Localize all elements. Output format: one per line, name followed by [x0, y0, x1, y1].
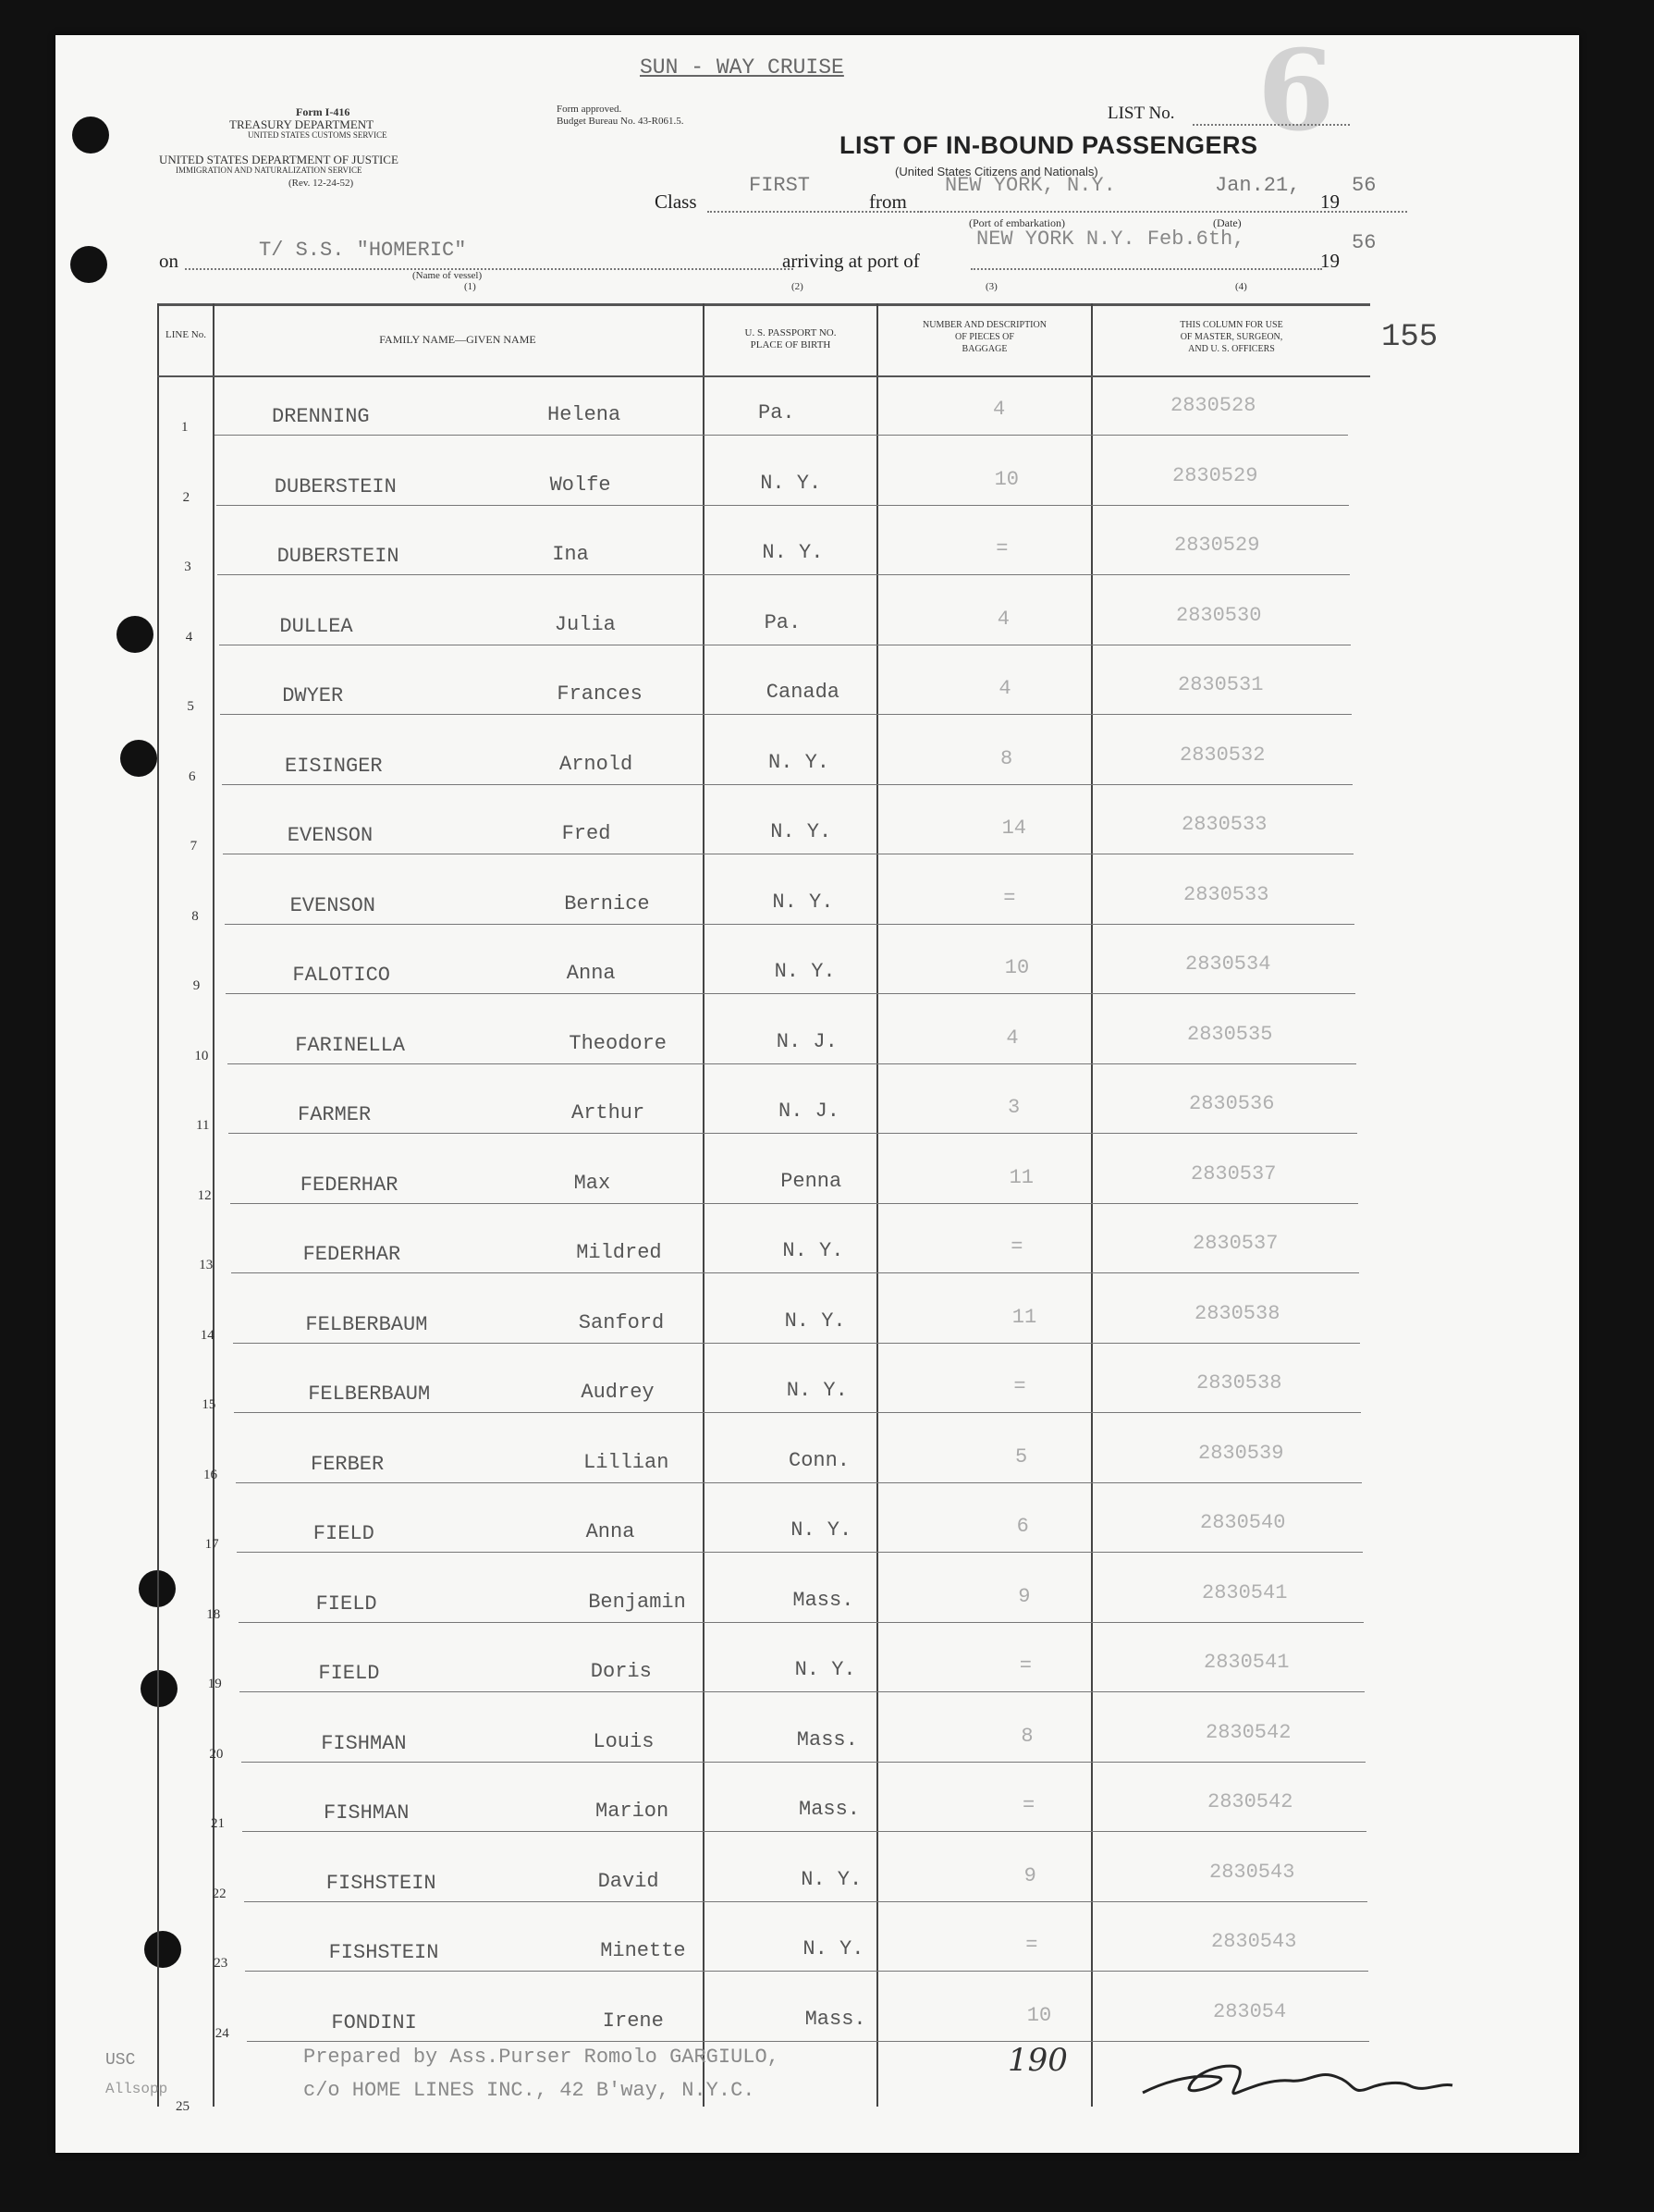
- line-number: 18: [206, 1606, 221, 1622]
- given-name: Julia: [554, 612, 616, 636]
- baggage-count: =: [996, 537, 1009, 560]
- family-name: EVENSON: [289, 893, 376, 917]
- customs-service: UNITED STATES CUSTOMS SERVICE: [248, 130, 387, 140]
- line-number: 19: [207, 1677, 222, 1691]
- baggage-count: 9: [1018, 1584, 1031, 1608]
- family-name: FISHSTEIN: [328, 1941, 439, 1964]
- place-of-birth: N. Y.: [782, 1239, 844, 1262]
- from-label: from: [869, 190, 907, 213]
- place-of-birth: Mass.: [796, 1727, 858, 1751]
- form-approved: Form approved.: [557, 104, 622, 115]
- officer-number: 2830532: [1180, 743, 1266, 767]
- signature-image: [1133, 2042, 1522, 2116]
- baggage-count: =: [1019, 1654, 1032, 1677]
- officer-number: 2830528: [1170, 394, 1256, 417]
- given-name: Helena: [547, 403, 621, 426]
- cruise-name: SUN - WAY CRUISE: [640, 55, 844, 80]
- place-of-birth: N. Y.: [790, 1518, 852, 1542]
- treasury-dept: TREASURY DEPARTMENT: [229, 117, 374, 131]
- col-header-officers-3: AND U. S. OFFICERS: [1188, 344, 1275, 354]
- officer-number: 2830541: [1202, 1580, 1288, 1604]
- row-rule: [228, 1133, 1357, 1134]
- list-number: 6: [1257, 35, 1335, 156]
- line-number: 6: [189, 768, 196, 784]
- line-number: 23: [214, 1956, 228, 1971]
- arriving-label: arriving at port of: [782, 250, 920, 272]
- revision: (Rev. 12-24-52): [288, 178, 354, 189]
- baggage-count: 8: [1021, 1724, 1034, 1748]
- line-number: 4: [185, 629, 193, 645]
- baggage-count: 14: [1001, 817, 1026, 840]
- officer-number: 2830537: [1193, 1232, 1279, 1255]
- given-name: Arnold: [559, 752, 633, 776]
- row-rule: [227, 1063, 1357, 1064]
- table-top-rule: [157, 303, 1370, 306]
- line-number: 14: [200, 1327, 214, 1343]
- officer-number: 2830539: [1198, 1441, 1284, 1465]
- family-name: FEDERHAR: [302, 1243, 401, 1266]
- given-name: Ina: [552, 543, 589, 566]
- margin-note-1: USC: [105, 2051, 136, 2070]
- list-no-line: [1193, 124, 1350, 126]
- given-name: David: [597, 1869, 659, 1893]
- place-of-birth: Penna: [780, 1169, 842, 1193]
- given-name: Irene: [602, 2009, 664, 2033]
- family-name: DUBERSTEIN: [274, 474, 397, 498]
- place-of-birth: N. Y.: [802, 1937, 864, 1960]
- col-header-name: FAMILY NAME—GIVEN NAME: [379, 333, 536, 346]
- given-name: Anna: [566, 962, 616, 985]
- officer-number: 2830543: [1209, 1860, 1295, 1884]
- baggage-count: 4: [993, 398, 1006, 421]
- place-of-birth: N. J.: [778, 1100, 840, 1123]
- binder-hole: [141, 1670, 178, 1707]
- family-name: DWYER: [282, 684, 344, 707]
- arrival-value: NEW YORK N.Y. Feb.6th,: [976, 227, 1245, 251]
- line-number: 13: [199, 1258, 214, 1272]
- baggage-count: 10: [1026, 2003, 1052, 2027]
- place-of-birth: N. Y.: [760, 471, 822, 495]
- col3-caption: (3): [986, 281, 998, 292]
- row-rule: [222, 784, 1354, 785]
- officer-number: 2830543: [1211, 1930, 1297, 1953]
- family-name: FIELD: [318, 1662, 380, 1685]
- line-number: 8: [191, 908, 199, 924]
- given-name: Louis: [593, 1729, 655, 1753]
- col4-caption: (4): [1235, 281, 1247, 292]
- line-number: 17: [204, 1537, 219, 1552]
- vessel-caption: (Name of vessel): [412, 270, 483, 281]
- given-name: Anna: [585, 1520, 635, 1543]
- line-number: 10: [194, 1048, 209, 1063]
- given-name: Marion: [595, 1800, 669, 1823]
- line-number: 15: [202, 1397, 216, 1412]
- row-rule: [242, 1831, 1366, 1832]
- place-of-birth: Conn.: [789, 1448, 851, 1472]
- col-header-officers-1: THIS COLUMN FOR USE: [1180, 320, 1283, 330]
- family-name: FARINELLA: [295, 1033, 406, 1057]
- officer-number: 283054: [1213, 1999, 1287, 2023]
- arrival-year-prefix: 19: [1320, 250, 1340, 272]
- list-no-label: LIST No.: [1108, 104, 1175, 123]
- line-number: 16: [203, 1467, 217, 1482]
- prepared-by-line2: c/o HOME LINES INC., 42 B'way, N.Y.C.: [303, 2079, 755, 2102]
- given-name: Lillian: [583, 1450, 669, 1474]
- row-rule: [244, 1901, 1368, 1902]
- officer-number: 2830535: [1187, 1022, 1273, 1046]
- class-value: FIRST: [749, 174, 811, 197]
- baggage-count: 9: [1023, 1863, 1036, 1887]
- baggage-count: 4: [997, 607, 1010, 631]
- place-of-birth: N. Y.: [774, 960, 836, 983]
- line-number: 3: [184, 559, 191, 574]
- baggage-count: 10: [994, 467, 1019, 491]
- place-of-birth: Mass.: [799, 1798, 861, 1821]
- line-number: 9: [192, 978, 201, 993]
- row-rule: [233, 1343, 1361, 1344]
- given-name: Fred: [561, 822, 611, 845]
- row-rule: [220, 714, 1352, 715]
- place-of-birth: Mass.: [792, 1588, 854, 1612]
- baggage-count: =: [1011, 1235, 1023, 1259]
- family-name: FEDERHAR: [300, 1173, 398, 1197]
- date-caption: (Date): [1213, 216, 1242, 229]
- family-name: FONDINI: [331, 2010, 417, 2034]
- col-header-line-no: LINE No.: [165, 329, 206, 340]
- arrival-year-value: 56: [1352, 231, 1377, 254]
- officer-number: 2830536: [1189, 1092, 1275, 1115]
- officer-number: 2830529: [1172, 463, 1258, 487]
- line-number: 22: [212, 1886, 227, 1901]
- officer-number: 2830530: [1176, 603, 1262, 627]
- date-value: Jan.21,: [1215, 174, 1301, 197]
- baggage-count: 8: [1000, 746, 1013, 770]
- place-of-birth: N. Y.: [762, 541, 824, 564]
- row-rule: [231, 1272, 1359, 1273]
- place-of-birth: Pa.: [758, 401, 795, 424]
- family-name: EISINGER: [285, 754, 383, 778]
- baggage-count: 5: [1015, 1444, 1028, 1469]
- col-header-passport-2: PLACE OF BIRTH: [750, 339, 831, 350]
- list-title: LIST OF IN-BOUND PASSENGERS: [839, 131, 1258, 159]
- row-rule: [230, 1203, 1359, 1204]
- col-header-baggage-1: NUMBER AND DESCRIPTION: [923, 320, 1047, 330]
- binder-hole: [120, 740, 157, 777]
- officer-number: 2830531: [1178, 673, 1264, 696]
- line-number: 24: [214, 2025, 229, 2041]
- immigration-service: IMMIGRATION AND NATURALIZATION SERVICE: [176, 166, 362, 175]
- header-bottom-rule: [157, 375, 1370, 377]
- binder-hole: [116, 616, 153, 653]
- place-of-birth: N. Y.: [801, 1867, 863, 1891]
- vessel-value: T/ S.S. "HOMERIC": [259, 239, 467, 262]
- family-name: FISHSTEIN: [325, 1871, 436, 1895]
- list-subtitle: (United States Citizens and Nationals): [895, 165, 1098, 178]
- line-number: 7: [190, 839, 198, 854]
- line-number: 11: [196, 1118, 210, 1133]
- officer-number: 2830542: [1207, 1790, 1293, 1813]
- family-name: FELBERBAUM: [308, 1382, 431, 1406]
- family-name: DULLEA: [279, 614, 353, 638]
- family-name: FISHMAN: [321, 1731, 407, 1755]
- officer-number: 2830538: [1196, 1371, 1282, 1395]
- given-name: Frances: [557, 682, 643, 706]
- col1-caption: (1): [464, 281, 476, 292]
- margin-note-2: Allsopp: [105, 2081, 168, 2097]
- given-name: Wolfe: [549, 473, 611, 497]
- year-prefix: 19: [1320, 190, 1340, 213]
- baggage-count: 4: [999, 677, 1011, 700]
- officer-number: 2830541: [1204, 1651, 1290, 1674]
- budget-bureau: Budget Bureau No. 43-R061.5.: [557, 116, 684, 127]
- row-rule: [241, 1762, 1366, 1763]
- handwritten-number: 190: [1008, 2042, 1068, 2079]
- family-name: DUBERSTEIN: [276, 545, 399, 568]
- col-header-baggage-3: BAGGAGE: [962, 344, 1008, 354]
- vessel-line: [185, 268, 793, 270]
- given-name: Minette: [600, 1939, 686, 1962]
- family-name: FISHMAN: [324, 1801, 410, 1825]
- baggage-count: =: [1023, 1794, 1035, 1817]
- officer-number: 2830540: [1200, 1511, 1286, 1534]
- row-rule: [239, 1691, 1365, 1692]
- on-label: on: [159, 250, 178, 272]
- year-value: 56: [1352, 174, 1377, 197]
- given-name: Mildred: [576, 1241, 662, 1264]
- binder-hole: [70, 246, 107, 283]
- family-name: FERBER: [311, 1452, 385, 1476]
- col2-caption: (2): [791, 281, 803, 292]
- baggage-count: =: [1025, 1934, 1038, 1957]
- given-name: Theodore: [569, 1031, 668, 1055]
- col-header-passport-1: U. S. PASSPORT NO.: [744, 327, 837, 338]
- family-name: FIELD: [312, 1522, 374, 1545]
- line-number: 21: [211, 1816, 225, 1831]
- row-rule: [226, 993, 1355, 994]
- family-name: EVENSON: [287, 824, 374, 847]
- given-name: Max: [573, 1171, 611, 1195]
- family-name: DRENNING: [272, 405, 370, 428]
- given-name: Benjamin: [588, 1590, 686, 1614]
- row-rule: [237, 1552, 1363, 1553]
- row-rule: [225, 924, 1355, 925]
- row-rule: [216, 505, 1350, 506]
- family-name: FALOTICO: [292, 964, 391, 987]
- given-name: Doris: [590, 1660, 652, 1683]
- officer-number: 2830542: [1206, 1720, 1292, 1744]
- place-of-birth: N. Y.: [784, 1309, 846, 1333]
- baggage-count: 11: [1009, 1165, 1034, 1189]
- place-of-birth: N. Y.: [794, 1658, 856, 1681]
- place-of-birth: N. J.: [776, 1029, 838, 1053]
- given-name: Audrey: [581, 1381, 655, 1404]
- arrival-line: [971, 268, 1322, 270]
- baggage-count: 3: [1008, 1096, 1021, 1119]
- baggage-count: 4: [1006, 1026, 1019, 1050]
- place-of-birth: N. Y.: [768, 750, 830, 774]
- place-of-birth: Pa.: [764, 610, 802, 634]
- form-number: Form I-416: [296, 105, 350, 118]
- col-header-baggage-2: OF PIECES OF: [955, 332, 1014, 342]
- line-number: 2: [182, 489, 190, 505]
- line-number: 5: [187, 699, 194, 714]
- row-rule: [214, 435, 1348, 436]
- port-embarkation-caption: (Port of embarkation): [969, 216, 1065, 229]
- given-name: Arthur: [571, 1101, 645, 1124]
- officer-number: 2830533: [1182, 813, 1268, 836]
- table-left-rule: [157, 303, 159, 2107]
- line-number-25: 25: [176, 2099, 190, 2114]
- given-name: Bernice: [564, 891, 650, 916]
- given-name: Sanford: [578, 1310, 665, 1334]
- line-number: 20: [209, 1746, 224, 1762]
- binder-hole: [144, 1931, 181, 1968]
- row-rule: [234, 1412, 1361, 1413]
- place-of-birth: N. Y.: [772, 890, 834, 914]
- officer-number: 2830538: [1195, 1301, 1280, 1325]
- baggage-count: =: [1003, 886, 1016, 910]
- officer-number: 2830533: [1183, 882, 1269, 906]
- row-rule: [217, 574, 1350, 575]
- binder-hole: [72, 117, 109, 154]
- officer-number: 2830529: [1174, 534, 1260, 557]
- row-rule: [236, 1482, 1363, 1483]
- place-of-birth: Mass.: [804, 2007, 866, 2031]
- officer-number: 2830534: [1185, 952, 1271, 976]
- officer-number: 2830537: [1191, 1161, 1277, 1186]
- baggage-count: 6: [1016, 1515, 1029, 1538]
- family-name: FARMER: [298, 1103, 372, 1126]
- justice-dept: UNITED STATES DEPARTMENT OF JUSTICE: [159, 153, 398, 166]
- port-embarkation-value: NEW YORK, N.Y.: [945, 174, 1116, 197]
- page-number: 155: [1381, 320, 1439, 355]
- prepared-by-line1: Prepared by Ass.Purser Romolo GARGIULO,: [303, 2046, 779, 2069]
- row-rule: [239, 1622, 1365, 1623]
- baggage-count: 10: [1004, 956, 1030, 979]
- col-line-name: [213, 303, 214, 2107]
- line-number: 1: [181, 420, 189, 435]
- baggage-count: =: [1013, 1375, 1026, 1398]
- class-label: Class: [655, 190, 697, 213]
- place-of-birth: Canada: [766, 681, 840, 704]
- col-header-officers-2: OF MASTER, SURGEON,: [1180, 332, 1283, 342]
- family-name: FELBERBAUM: [305, 1312, 428, 1336]
- place-of-birth: N. Y.: [770, 820, 832, 843]
- row-rule: [245, 1971, 1368, 1972]
- family-name: FIELD: [315, 1591, 377, 1616]
- baggage-count: 11: [1011, 1305, 1037, 1329]
- place-of-birth: N. Y.: [786, 1379, 848, 1402]
- manifest-page: [55, 35, 1579, 2153]
- line-number: 12: [197, 1187, 212, 1203]
